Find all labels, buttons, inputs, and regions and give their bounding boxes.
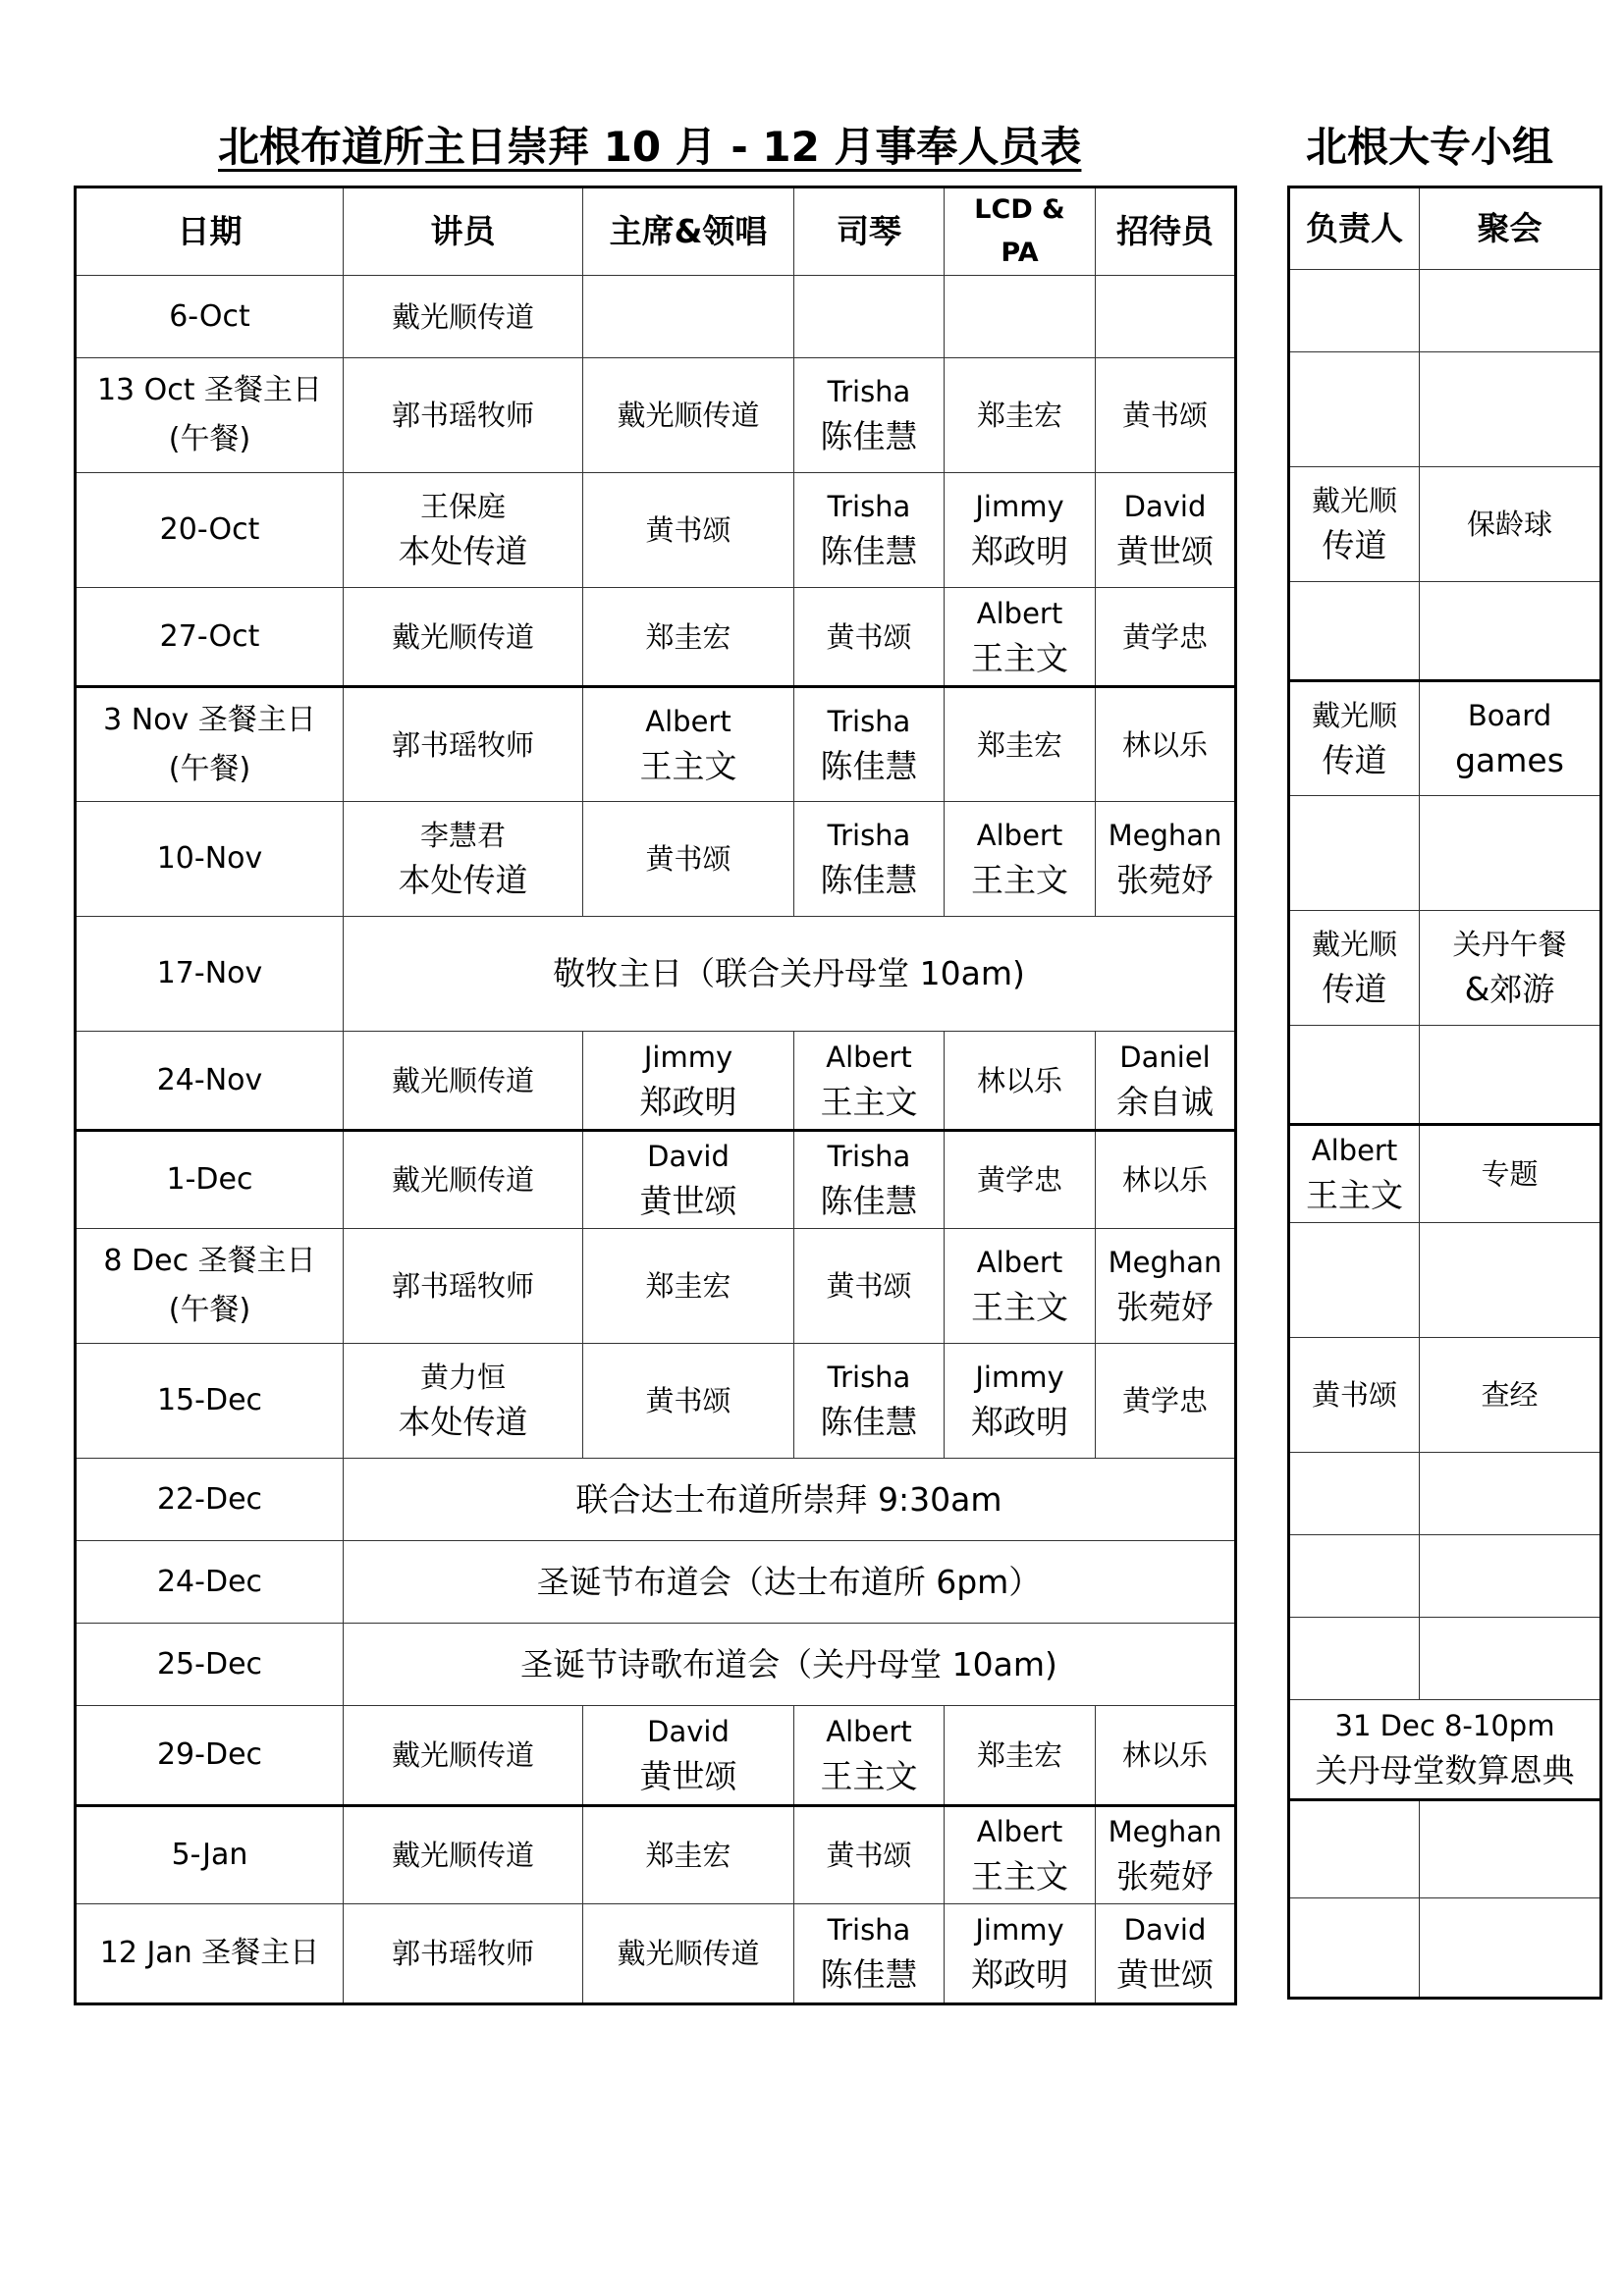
piano-cell <box>794 1032 945 1131</box>
date-line-2: (午餐) <box>168 422 251 456</box>
meeting-cell <box>1420 911 1601 1026</box>
group-row <box>1289 1338 1601 1453</box>
piano-line-2: 陈佳慧 <box>820 861 918 899</box>
speaker-cell <box>344 1706 583 1806</box>
meeting-line-1: 关丹午餐 <box>1452 928 1567 961</box>
meeting-cell <box>1420 796 1601 911</box>
group-row <box>1289 467 1601 582</box>
piano-line-2: 王主文 <box>820 1757 918 1795</box>
lcd-line-2: 郑政明 <box>971 1403 1068 1441</box>
date-line-1: 6-Oct <box>169 298 250 334</box>
lcd-cell <box>945 1806 1096 1904</box>
usher-line-1: 林以乐 <box>1121 727 1208 762</box>
date-cell <box>76 588 344 687</box>
piano-cell <box>794 358 945 473</box>
date-line-1: 15-Dec <box>156 1383 263 1417</box>
meeting-cell <box>1420 1535 1601 1618</box>
usher-line-1: 林以乐 <box>1121 1163 1208 1197</box>
table-row <box>76 1706 1236 1806</box>
usher-cell <box>1096 473 1236 588</box>
usher-line-1: 黄书颂 <box>1121 399 1208 432</box>
merged-event-cell: 联合达士布道所崇拜 9:30am <box>344 1459 1236 1541</box>
usher-line-1: Meghan <box>1108 819 1222 852</box>
speaker-cell <box>344 687 583 802</box>
piano-line-1: 黄书颂 <box>826 1269 912 1303</box>
piano-line-1: Trisha <box>827 1913 911 1947</box>
date-line-1: 3 Nov 圣餐主日 <box>103 702 316 737</box>
piano-cell <box>794 1344 945 1459</box>
speaker-cell <box>344 1806 583 1904</box>
meeting-cell <box>1420 681 1601 796</box>
chair-cell <box>583 802 794 917</box>
date-line-1: 24-Dec <box>156 1564 263 1599</box>
group-merged-line-1: 31 Dec 8-10pm <box>1334 1709 1555 1742</box>
table-row <box>76 1032 1236 1131</box>
date-cell <box>76 1459 344 1541</box>
speaker-cell <box>344 276 583 358</box>
table-row <box>76 358 1236 473</box>
piano-line-2: 陈佳慧 <box>820 417 918 455</box>
table-row <box>76 1131 1236 1229</box>
chair-cell <box>583 473 794 588</box>
date-cell <box>76 1806 344 1904</box>
date-line-1: 22-Dec <box>156 1481 263 1517</box>
speaker-line-1: 戴光顺传道 <box>391 619 534 654</box>
speaker-cell <box>344 1229 583 1344</box>
date-cell <box>76 1904 344 2004</box>
lcd-line-1: Albert <box>976 596 1063 630</box>
group-row <box>1289 796 1601 911</box>
table-row <box>76 917 1236 1032</box>
header-meeting: 聚会 <box>1420 187 1601 270</box>
meeting-line-2: &郊游 <box>1464 970 1555 1008</box>
meeting-cell <box>1420 1618 1601 1700</box>
usher-cell <box>1096 1131 1236 1229</box>
speaker-line-2: 本处传道 <box>398 1403 528 1441</box>
date-line-1: 17-Nov <box>156 956 263 990</box>
date-cell <box>76 1032 344 1131</box>
lcd-cell <box>945 1904 1096 2004</box>
lcd-cell <box>945 358 1096 473</box>
usher-cell <box>1096 1229 1236 1344</box>
usher-cell <box>1096 1344 1236 1459</box>
lcd-cell <box>945 276 1096 358</box>
usher-line-1: 林以乐 <box>1121 1738 1208 1772</box>
leader-cell <box>1289 1800 1420 1898</box>
piano-line-2: 王主文 <box>820 1082 918 1121</box>
chair-cell <box>583 1806 794 1904</box>
piano-line-1: Trisha <box>827 375 911 408</box>
meeting-cell <box>1420 352 1601 467</box>
date-line-1: 10-Nov <box>156 841 263 876</box>
piano-line-1: 黄书颂 <box>826 1839 912 1872</box>
leader-cell <box>1289 1453 1420 1535</box>
header-lcd-line2: PA <box>1001 238 1039 268</box>
date-line-1: 13 Oct 圣餐主日 <box>96 373 323 407</box>
speaker-cell <box>344 802 583 917</box>
lcd-line-2: 王主文 <box>971 861 1068 899</box>
schedule-table <box>74 186 1237 2005</box>
meeting-line-1: 专题 <box>1481 1157 1539 1191</box>
table-row <box>76 473 1236 588</box>
leader-line-2: 传道 <box>1322 526 1387 564</box>
group-row <box>1289 582 1601 681</box>
usher-cell <box>1096 802 1236 917</box>
header-speaker: 讲员 <box>344 187 583 276</box>
leader-cell <box>1289 582 1420 681</box>
meeting-line-1: 保龄球 <box>1466 507 1552 541</box>
usher-cell <box>1096 358 1236 473</box>
usher-cell <box>1096 1706 1236 1806</box>
lcd-line-1: Jimmy <box>975 490 1064 523</box>
meeting-line-1: 查经 <box>1481 1378 1539 1412</box>
chair-line-2: 黄世颂 <box>639 1182 737 1220</box>
table-row <box>76 276 1236 358</box>
chair-cell <box>583 687 794 802</box>
usher-cell <box>1096 588 1236 687</box>
chair-line-1: 郑圭宏 <box>645 1269 731 1303</box>
leader-cell <box>1289 796 1420 911</box>
usher-cell <box>1096 276 1236 358</box>
merged-event-cell: 圣诞节诗歌布道会（关丹母堂 10am) <box>344 1624 1236 1706</box>
group-row <box>1289 352 1601 467</box>
date-line-1: 20-Oct <box>159 512 260 547</box>
table-row <box>76 1806 1236 1904</box>
lcd-line-2: 王主文 <box>971 638 1068 677</box>
lcd-line-1: 黄学忠 <box>976 1163 1062 1197</box>
speaker-cell <box>344 1131 583 1229</box>
leader-cell <box>1289 1223 1420 1338</box>
piano-cell <box>794 1131 945 1229</box>
chair-line-1: 黄书颂 <box>645 1384 731 1417</box>
speaker-line-1: 郭书瑶牧师 <box>391 1937 534 1970</box>
meeting-cell <box>1420 1898 1601 1999</box>
speaker-cell <box>344 1032 583 1131</box>
date-cell <box>76 1344 344 1459</box>
date-cell <box>76 1624 344 1706</box>
schedule-header-row <box>76 187 1236 276</box>
date-line-1: 25-Dec <box>156 1646 263 1682</box>
piano-line-2: 陈佳慧 <box>820 532 918 570</box>
usher-line-1: David <box>1123 490 1207 523</box>
lcd-line-2: 王主文 <box>971 1288 1068 1326</box>
piano-line-1: Albert <box>826 1715 912 1748</box>
leader-line-1: 戴光顺 <box>1311 928 1397 961</box>
usher-line-1: David <box>1123 1913 1207 1947</box>
speaker-line-1: 戴光顺传道 <box>391 1738 534 1772</box>
piano-line-1: Albert <box>826 1040 912 1074</box>
piano-cell <box>794 1904 945 2004</box>
lcd-cell <box>945 473 1096 588</box>
chair-cell <box>583 276 794 358</box>
page-title: 北根布道所主日崇拜 10 月 - 12 月事奉人员表 <box>218 123 1082 171</box>
date-line-1: 1-Dec <box>166 1162 253 1197</box>
leader-cell <box>1289 1338 1420 1453</box>
date-cell <box>76 1541 344 1624</box>
piano-line-1: Trisha <box>827 490 911 523</box>
lcd-cell <box>945 687 1096 802</box>
piano-cell <box>794 588 945 687</box>
piano-line-1: Trisha <box>827 704 911 738</box>
usher-cell <box>1096 1904 1236 2004</box>
merged-event-cell: 敬牧主日（联合关丹母堂 10am) <box>344 917 1236 1032</box>
merged-event-cell: 圣诞节布道会（达士布道所 6pm） <box>344 1541 1236 1624</box>
usher-line-2: 张菀妤 <box>1116 861 1214 899</box>
header-lcd-line1: LCD & <box>974 194 1065 225</box>
chair-cell <box>583 1904 794 2004</box>
speaker-line-1: 戴光顺传道 <box>391 299 534 334</box>
piano-cell <box>794 1229 945 1344</box>
group-row <box>1289 1125 1601 1223</box>
meeting-cell <box>1420 1125 1601 1223</box>
leader-line-2: 王主文 <box>1306 1176 1403 1214</box>
piano-line-1: 黄书颂 <box>826 619 912 654</box>
table-row <box>76 1344 1236 1459</box>
usher-line-1: Meghan <box>1108 1815 1222 1848</box>
lcd-line-2: 郑政明 <box>971 532 1068 570</box>
chair-cell <box>583 1706 794 1806</box>
speaker-line-1: 戴光顺传道 <box>391 1063 534 1097</box>
date-line-2: (午餐) <box>168 1293 251 1327</box>
speaker-cell <box>344 358 583 473</box>
header-date: 日期 <box>76 187 344 276</box>
leader-cell <box>1289 1618 1420 1700</box>
speaker-line-1: 郭书瑶牧师 <box>391 399 534 432</box>
lcd-cell <box>945 802 1096 917</box>
meeting-line-2: games <box>1455 740 1564 779</box>
table-row <box>76 1624 1236 1706</box>
lcd-line-1: Albert <box>976 1815 1063 1848</box>
speaker-line-1: 郭书瑶牧师 <box>391 1269 534 1303</box>
group-table <box>1287 186 1602 2000</box>
chair-line-1: 郑圭宏 <box>645 619 731 654</box>
header-piano: 司琴 <box>794 187 945 276</box>
date-line-1: 12 Jan 圣餐主日 <box>99 1936 320 1970</box>
group-row <box>1289 681 1601 796</box>
lcd-cell <box>945 1706 1096 1806</box>
lcd-line-1: 郑圭宏 <box>976 399 1062 432</box>
lcd-line-1: Albert <box>976 1246 1063 1279</box>
leader-cell <box>1289 352 1420 467</box>
chair-line-1: David <box>647 1715 730 1748</box>
piano-line-1: Trisha <box>827 1140 911 1173</box>
usher-line-2: 张菀妤 <box>1116 1288 1214 1326</box>
leader-cell <box>1289 911 1420 1026</box>
leader-line-2: 传道 <box>1322 740 1387 779</box>
leader-cell <box>1289 1026 1420 1125</box>
chair-line-2: 郑政明 <box>639 1082 737 1121</box>
usher-line-2: 黄世颂 <box>1116 1955 1214 1994</box>
usher-line-2: 余自诚 <box>1116 1082 1214 1121</box>
chair-line-2: 王主文 <box>639 746 737 785</box>
date-cell <box>76 473 344 588</box>
lcd-line-1: Albert <box>976 819 1063 852</box>
chair-line-1: Albert <box>645 704 731 738</box>
piano-cell <box>794 276 945 358</box>
lcd-line-1: 郑圭宏 <box>976 1738 1062 1772</box>
usher-cell <box>1096 687 1236 802</box>
header-usher: 招待员 <box>1096 187 1236 276</box>
group-row <box>1289 1223 1601 1338</box>
group-row <box>1289 1898 1601 1999</box>
usher-line-1: 黄学忠 <box>1121 619 1208 654</box>
lcd-cell <box>945 1229 1096 1344</box>
date-cell <box>76 917 344 1032</box>
lcd-cell <box>945 1344 1096 1459</box>
date-line-1: 29-Dec <box>156 1737 263 1772</box>
meeting-cell <box>1420 1800 1601 1898</box>
leader-cell <box>1289 270 1420 352</box>
table-row <box>76 1229 1236 1344</box>
leader-cell <box>1289 467 1420 582</box>
meeting-cell <box>1420 467 1601 582</box>
group-row <box>1289 1453 1601 1535</box>
lcd-cell <box>945 1131 1096 1229</box>
header-lcd-pa <box>945 187 1096 276</box>
lcd-line-1: Jimmy <box>975 1361 1064 1394</box>
lcd-cell <box>945 1032 1096 1131</box>
speaker-cell <box>344 473 583 588</box>
usher-line-1: Daniel <box>1119 1040 1211 1074</box>
table-row <box>76 802 1236 917</box>
leader-cell <box>1289 1898 1420 1999</box>
usher-line-1: 黄学忠 <box>1121 1384 1208 1417</box>
lcd-cell <box>945 588 1096 687</box>
chair-cell <box>583 1032 794 1131</box>
date-cell <box>76 1131 344 1229</box>
piano-line-2: 陈佳慧 <box>820 1955 918 1994</box>
chair-line-1: Jimmy <box>643 1040 733 1074</box>
header-chair: 主席&领唱 <box>583 187 794 276</box>
chair-line-2: 黄世颂 <box>639 1757 737 1795</box>
piano-line-2: 陈佳慧 <box>820 1182 918 1220</box>
speaker-line-2: 本处传道 <box>398 532 528 570</box>
chair-cell <box>583 1229 794 1344</box>
lcd-line-1: Jimmy <box>975 1913 1064 1947</box>
date-cell <box>76 802 344 917</box>
leader-cell <box>1289 681 1420 796</box>
group-row <box>1289 1026 1601 1125</box>
group-row <box>1289 1800 1601 1898</box>
header-leader: 负责人 <box>1289 187 1420 270</box>
date-cell <box>76 1706 344 1806</box>
chair-line-1: 黄书颂 <box>645 842 731 876</box>
table-row <box>76 1541 1236 1624</box>
meeting-cell <box>1420 1223 1601 1338</box>
date-line-1: 27-Oct <box>159 618 260 654</box>
chair-cell <box>583 1131 794 1229</box>
group-row <box>1289 1700 1601 1800</box>
usher-cell <box>1096 1806 1236 1904</box>
meeting-cell <box>1420 582 1601 681</box>
leader-line-1: 戴光顺 <box>1311 484 1397 517</box>
lcd-line-2: 郑政明 <box>971 1955 1068 1994</box>
piano-line-1: Trisha <box>827 1361 911 1394</box>
speaker-cell <box>344 1344 583 1459</box>
usher-line-2: 黄世颂 <box>1116 532 1214 570</box>
date-cell <box>76 276 344 358</box>
chair-cell <box>583 1344 794 1459</box>
date-line-1: 5-Jan <box>171 1838 248 1872</box>
piano-line-2: 陈佳慧 <box>820 1403 918 1441</box>
piano-line-2: 陈佳慧 <box>820 746 918 785</box>
speaker-cell <box>344 1904 583 2004</box>
speaker-line-1: 戴光顺传道 <box>391 1163 534 1197</box>
date-line-2: (午餐) <box>168 751 251 786</box>
date-cell <box>76 687 344 802</box>
chair-line-1: 戴光顺传道 <box>617 399 760 432</box>
date-cell <box>76 358 344 473</box>
leader-line-2: 传道 <box>1322 970 1387 1008</box>
meeting-cell <box>1420 1338 1601 1453</box>
leader-cell <box>1289 1535 1420 1618</box>
piano-cell <box>794 687 945 802</box>
meeting-cell <box>1420 270 1601 352</box>
leader-line-1: 戴光顺 <box>1311 698 1397 732</box>
group-row <box>1289 911 1601 1026</box>
leader-line-1: Albert <box>1311 1134 1398 1167</box>
chair-line-1: 戴光顺传道 <box>617 1937 760 1970</box>
usher-cell <box>1096 1032 1236 1131</box>
usher-line-2: 张菀妤 <box>1116 1857 1214 1896</box>
group-merged-line-2: 关丹母堂数算恩典 <box>1315 1751 1575 1789</box>
speaker-line-2: 本处传道 <box>398 861 528 899</box>
chair-cell <box>583 588 794 687</box>
speaker-line-1: 戴光顺传道 <box>391 1839 534 1872</box>
speaker-line-1: 黄力恒 <box>419 1361 506 1394</box>
piano-cell <box>794 802 945 917</box>
chair-line-1: 黄书颂 <box>645 513 731 547</box>
lcd-line-2: 王主文 <box>971 1857 1068 1896</box>
group-merged-cell <box>1289 1700 1601 1800</box>
chair-line-1: 郑圭宏 <box>645 1839 731 1872</box>
group-title: 北根大专小组 <box>1306 123 1554 171</box>
chair-line-1: David <box>647 1140 730 1173</box>
piano-cell <box>794 1706 945 1806</box>
leader-line-1: 黄书颂 <box>1311 1378 1397 1412</box>
lcd-line-1: 郑圭宏 <box>976 727 1062 762</box>
date-line-1: 24-Nov <box>156 1062 263 1097</box>
table-row <box>76 1459 1236 1541</box>
table-row <box>76 588 1236 687</box>
speaker-line-1: 李慧君 <box>419 819 506 852</box>
meeting-line-1: Board <box>1467 698 1552 732</box>
leader-cell <box>1289 1125 1420 1223</box>
date-cell <box>76 1229 344 1344</box>
speaker-line-1: 王保庭 <box>419 490 506 523</box>
piano-cell <box>794 473 945 588</box>
speaker-line-1: 郭书瑶牧师 <box>391 727 534 762</box>
piano-cell <box>794 1806 945 1904</box>
table-row <box>76 687 1236 802</box>
table-row <box>76 1904 1236 2004</box>
meeting-cell <box>1420 1026 1601 1125</box>
date-line-1: 8 Dec 圣餐主日 <box>103 1244 316 1278</box>
usher-line-1: Meghan <box>1108 1246 1222 1279</box>
group-row <box>1289 270 1601 352</box>
speaker-cell <box>344 588 583 687</box>
piano-line-1: Trisha <box>827 819 911 852</box>
meeting-cell <box>1420 1453 1601 1535</box>
chair-cell <box>583 358 794 473</box>
group-row <box>1289 1535 1601 1618</box>
group-row <box>1289 1618 1601 1700</box>
group-header-row <box>1289 187 1601 270</box>
lcd-line-1: 林以乐 <box>976 1063 1062 1097</box>
